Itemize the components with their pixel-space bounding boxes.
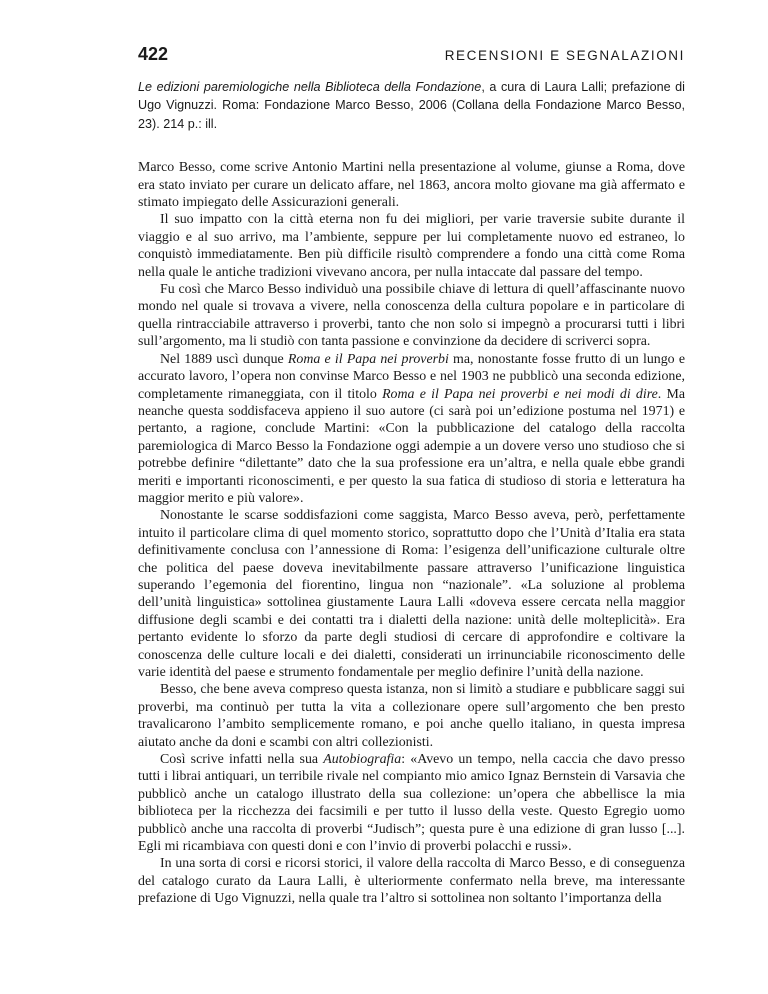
- body-paragraph: [138, 281, 685, 351]
- review-body: [138, 159, 685, 907]
- body-paragraph: [138, 507, 685, 681]
- body-paragraph: [138, 681, 685, 751]
- italic-title: Roma e il Papa nei proverbi e nei modi di dire: [382, 386, 658, 402]
- cited-book-title: Le edizioni paremiologiche nella Biblioteca della Fondazione: [138, 80, 482, 94]
- section-title: RECENSIONI E SEGNALAZIONI: [444, 48, 685, 63]
- text-run: ma, nonostante fosse frutto di un lungo e accurato lavoro, l’opera non convinse Marco Besso e nel 1903 ne pubblicò una seconda edizione, completamente rimaneggiata, con il titolo: [138, 351, 685, 402]
- cited-book-details: , a cura di Laura Lalli; prefazione di Ugo Vignuzzi. Roma: Fondazione Marco Besso, 2006 (Collana della Fondazione Marco Besso, 23). 214 p.: ill.: [138, 80, 685, 131]
- text-run: Nel 1889 uscì dunque: [160, 351, 288, 367]
- body-paragraph: [138, 211, 685, 281]
- text-run: Nonostante le scarse soddisfazioni come saggista, Marco Besso aveva, però, perfettamente intuito il particolare clima di quel momento storico, soprattutto dopo che l’Unità d’Italia era stata definitivamente conclusa con l’annessione di Roma: l’esigenza dell’unificazione culturale oltre che politica del paese doveva inevitabilmente passare attraverso l’unificazione linguistica superando l’egemonia del fiorentino, lingua non “nazionale”. «La soluzione al problema dell’unità linguistica» sottolinea giustamente Laura Lalli «doveva essere cercata nella maggior diffusione degli scambi e dei contatti tra i dialetti della nazione: unità delle molteplicità». Era pertanto evidente lo sforzo da parte degli studiosi di cercare di approfondire e coltivare la conoscenza delle culture locali e dei dialetti, considerati un irrinunciabile riconoscimento delle varie identità del paese e strumento fondamentale per meglio definire l’unità della nazione.: [138, 508, 685, 680]
- page-number: 422: [138, 44, 169, 64]
- running-head: [138, 44, 685, 68]
- body-paragraph: [138, 351, 685, 508]
- body-paragraph: [138, 751, 685, 855]
- text-run: Besso, che bene aveva compreso questa istanza, non si limitò a studiare e pubblicare saggi sui proverbi, ma continuò per tutta la vita a collezionare opere sull’argomento che ben presto travalicarono l’ambito semplicemente romano, e poi anche quello italiano, in questa impresa aiutato anche da doni e scambi con altri collezionisti.: [138, 682, 685, 750]
- body-paragraph: [138, 159, 685, 211]
- text-run: Fu così che Marco Besso individuò una possibile chiave di lettura di quell’affascinante nuovo mondo nel quale si trovava a vivere, nella conoscenza della cultura popolare e in particolare di quella rintracciabile attraverso i proverbi, tanto che non solo si impegnò a procurarsi tutti i libri sull’argomento, ma li studiò con tanta passione e convinzione da decidere di scriverci sopra.: [138, 282, 685, 350]
- text-run: : «Avevo un tempo, nella caccia che davo presso tutti i librai antiquari, un terribile rivale nel compianto mio amico Ignaz Bernstein di Varsavia che pubblicò anche un catalogo illustrato della sua collezione: un’opera che abbellisce la mia biblioteca per la ricchezza dei facsimili e per tutto il lusso della veste. Questo Egregio uomo pubblicò anche una raccolta di proverbi “Judisch”; questa pure è una edizione di gran lusso [...]. Egli mi ricambiava con questi doni e con l’invio di proverbi polacchi e russi».: [138, 752, 685, 855]
- text-run: Così scrive infatti nella sua: [160, 752, 324, 768]
- text-run: In una sorta di corsi e ricorsi storici, il valore della raccolta di Marco Besso, e di conseguenza del catalogo curato da Laura Lalli, è ulteriormente confermato nella breve, ma interessante prefazione di Ugo Vignuzzi, nella quale tra l’altro si sottolinea non soltanto l’importanza della: [138, 856, 685, 907]
- text-run: Il suo impatto con la città eterna non fu dei migliori, per varie traversie subite durante il viaggio e al suo arrivo, ma l’ambiente, seppure per lui completamente nuovo ed estraneo, lo conquistò immediatamente. Ben più difficile risultò comprendere a fondo una città come Roma nella quale le antiche tradizioni vivevano ancora, per nulla intaccate dal passare del tempo.: [138, 212, 685, 280]
- italic-title: Roma e il Papa nei proverbi: [287, 351, 449, 367]
- book-page: [138, 44, 685, 908]
- italic-title: Autobiografia: [323, 752, 402, 768]
- body-paragraph: [138, 855, 685, 907]
- text-run: Marco Besso, come scrive Antonio Martini nella presentazione al volume, giunse a Roma, dove era stato inviato per curare un delicato affare, nel 1863, ancora molto giovane ma già affermato e stimato impiegato delle Assicurazioni generali.: [138, 160, 685, 211]
- text-run: . Ma neanche questa soddisfaceva appieno il suo autore (ci sarà poi un’edizione postuma nel 1971) e pertanto, a ragione, conclude Martini: «Con la pubblicazione del catalogo della raccolta paremiologica di Marco Besso la Fondazione oggi adempie a un dovere verso uno studioso che si potrebbe definire “dilettante” dato che la sua professione era un’altra, e nella quale ebbe grandi meriti e importanti riconoscimenti, e per questo la sua fatica di studioso di storia e letteratura ha maggior merito e più valore».: [138, 386, 686, 506]
- bibliographic-citation: [138, 78, 685, 133]
